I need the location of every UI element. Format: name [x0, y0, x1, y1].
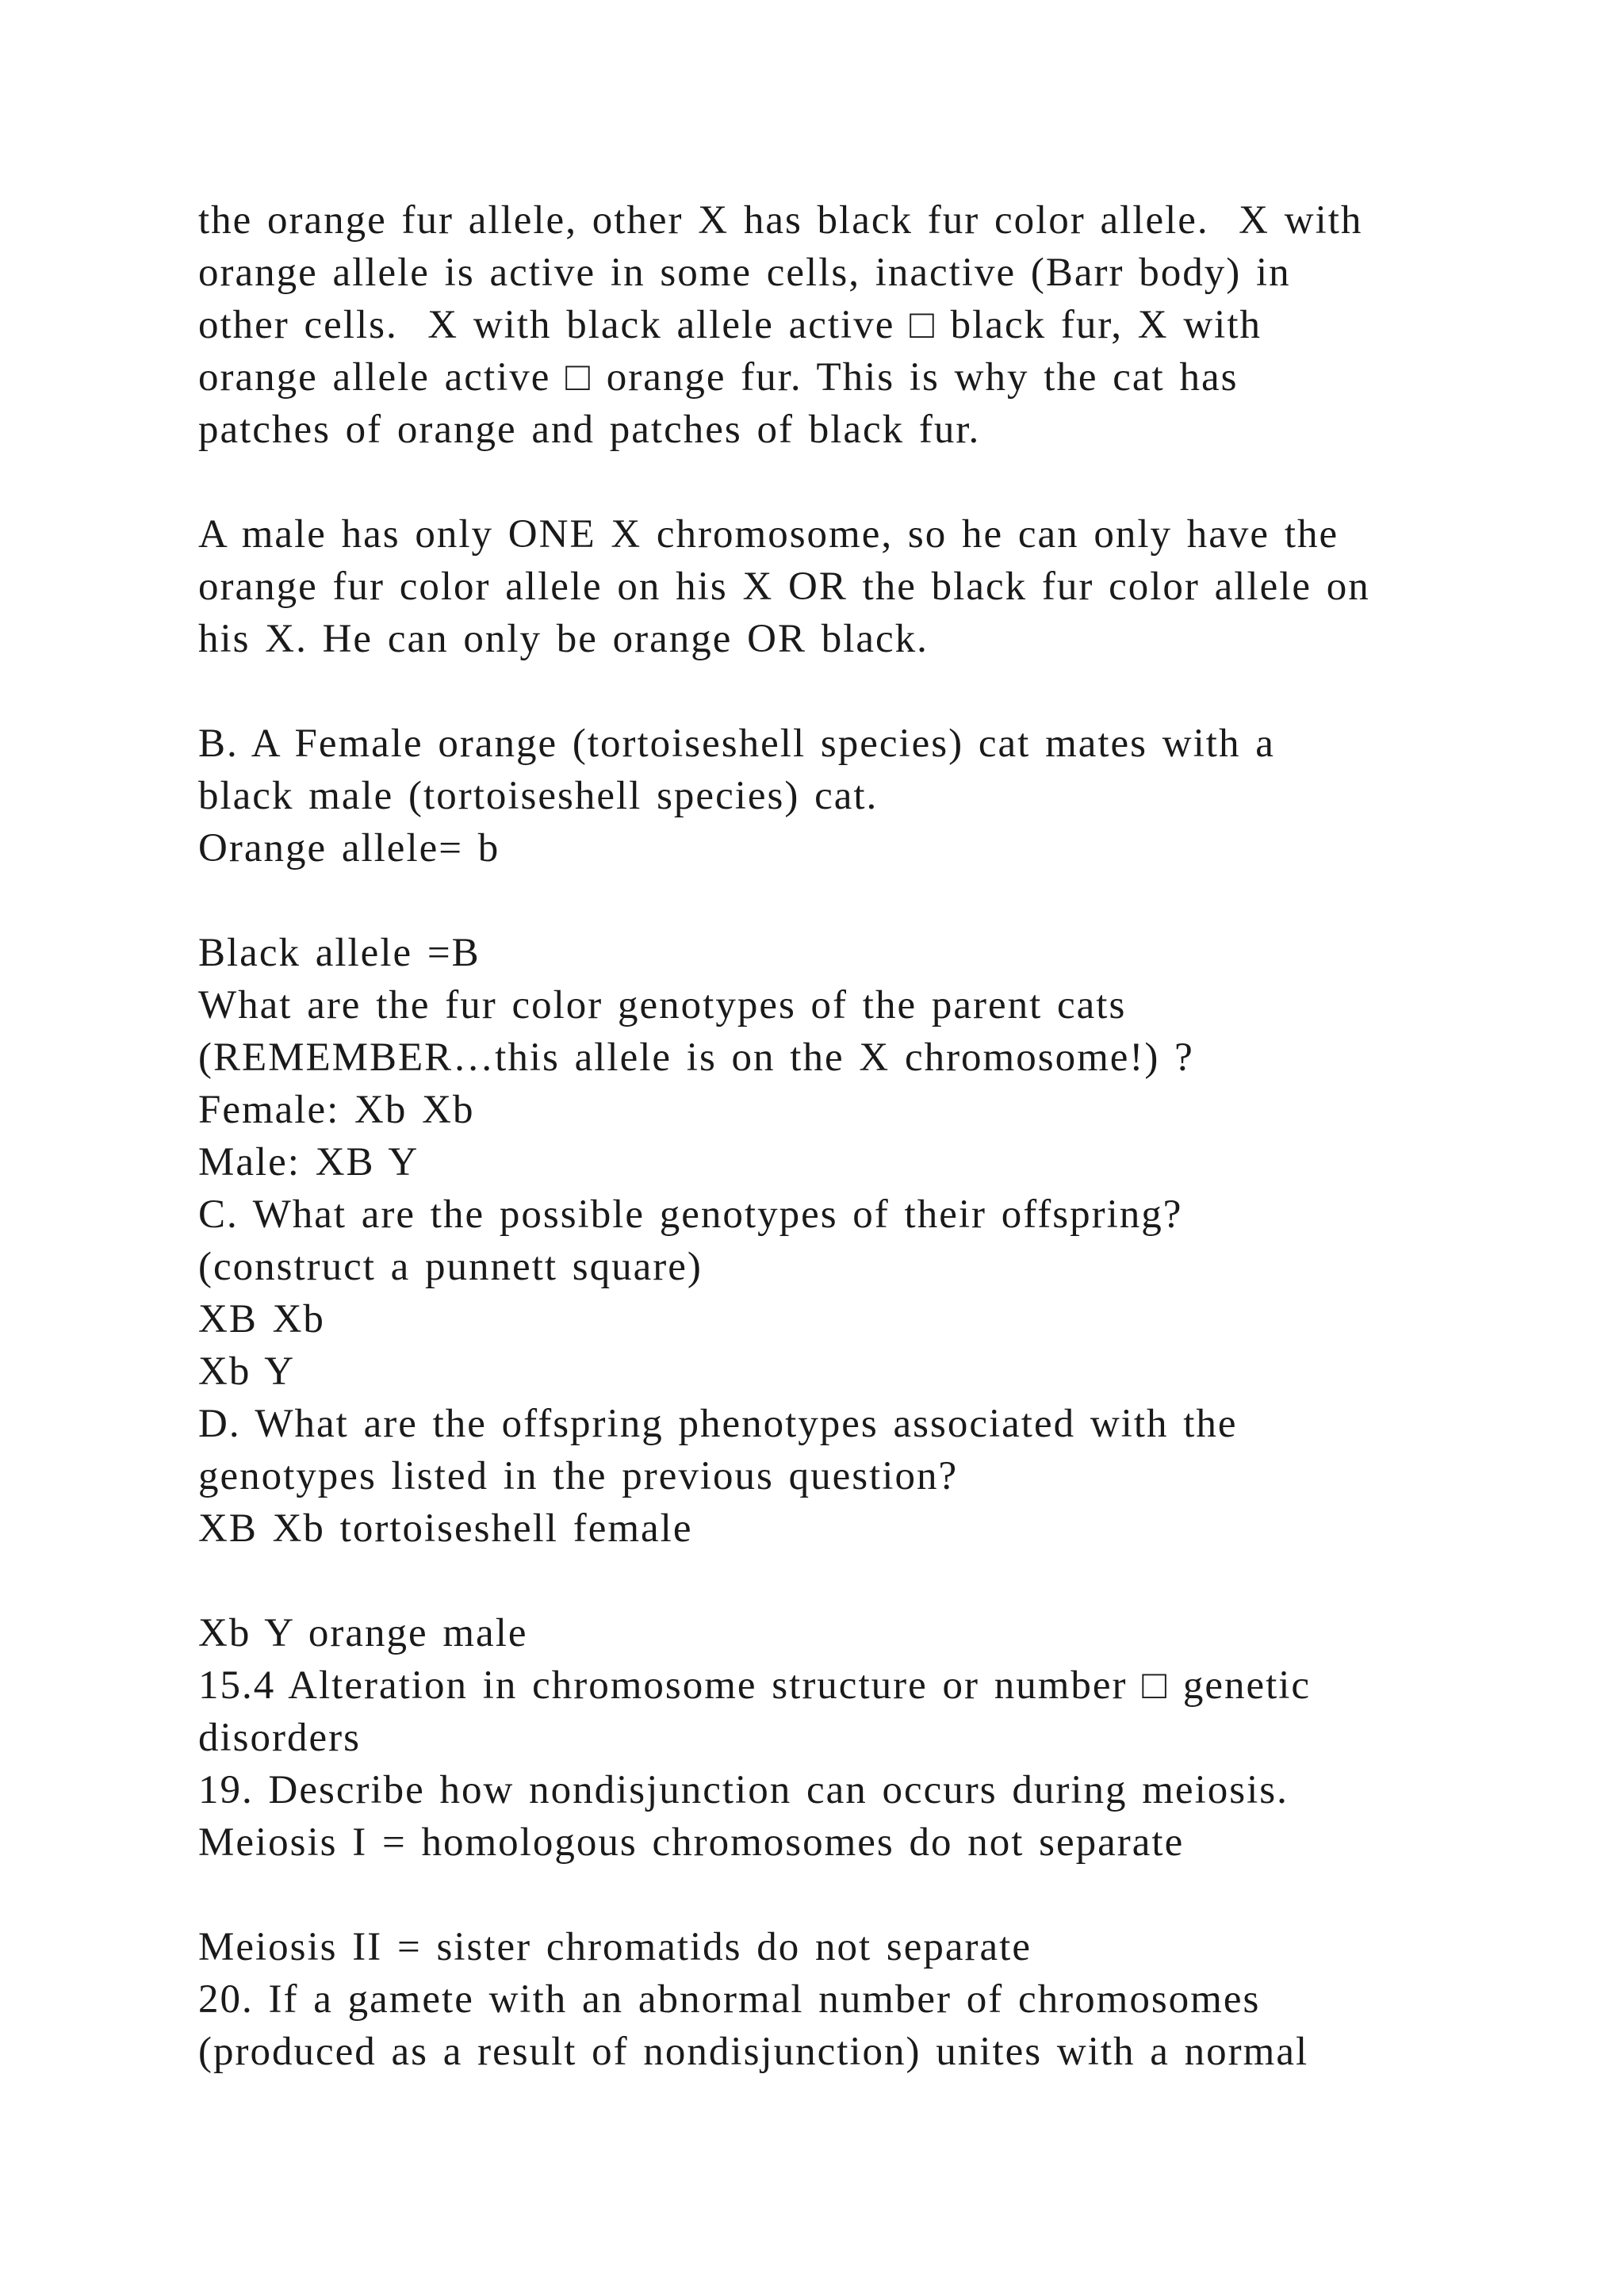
text-line: orange allele active □ orange fur. This is why the cat has	[198, 355, 1239, 400]
text-line: orange fur color allele on his X OR the black fur color allele on	[198, 564, 1370, 609]
text-line: A male has only ONE X chromosome, so he can only have the	[198, 512, 1339, 557]
text-line: patches of orange and patches of black fur.	[198, 408, 981, 452]
paragraph-section-15-4	[198, 1607, 1499, 1869]
text-line: Black allele =B	[198, 931, 481, 975]
paragraph-question-20	[198, 1921, 1499, 2078]
text-line: his X. He can only be orange OR black.	[198, 617, 929, 661]
document-page	[198, 194, 1499, 2078]
paragraph-gap	[198, 1555, 1499, 1607]
paragraph-calico-explanation	[198, 194, 1499, 456]
text-line: (produced as a result of nondisjunction) unites with a normal	[198, 2030, 1309, 2074]
paragraph-gap	[198, 665, 1499, 718]
paragraph-gap	[198, 874, 1499, 927]
text-line: Xb Y	[198, 1349, 296, 1394]
text-line: XB Xb tortoiseshell female	[198, 1506, 693, 1551]
text-line: black male (tortoiseshell species) cat.	[198, 774, 879, 818]
text-line: What are the fur color genotypes of the parent cats	[198, 983, 1127, 1027]
text-line: Orange allele= b	[198, 826, 500, 871]
text-line: Female: Xb Xb	[198, 1088, 475, 1132]
text-line: 15.4 Alteration in chromosome structure or number □ genetic	[198, 1663, 1312, 1708]
paragraph-gap	[198, 1869, 1499, 1921]
text-line: 19. Describe how nondisjunction can occurs during meiosis.	[198, 1768, 1289, 1812]
text-line: 20. If a gamete with an abnormal number of chromosomes	[198, 1977, 1261, 2022]
text-line: (construct a punnett square)	[198, 1245, 703, 1289]
text-line: Meiosis II = sister chromatids do not separate	[198, 1925, 1032, 1969]
text-line: genotypes listed in the previous question?	[198, 1454, 959, 1498]
text-line: orange allele is active in some cells, inactive (Barr body) in	[198, 251, 1291, 295]
text-line: C. What are the possible genotypes of their offspring?	[198, 1192, 1183, 1237]
text-line: Xb Y orange male	[198, 1611, 528, 1655]
text-line: Male: XB Y	[198, 1140, 419, 1184]
text-line: the orange fur allele, other X has black fur color allele. X with	[198, 198, 1363, 243]
text-line: Meiosis I = homologous chromosomes do not separate	[198, 1820, 1185, 1865]
text-line: B. A Female orange (tortoiseshell species) cat mates with a	[198, 721, 1275, 766]
paragraph-question-b	[198, 718, 1499, 874]
paragraph-gap	[198, 456, 1499, 508]
text-line: D. What are the offspring phenotypes associated with the	[198, 1402, 1238, 1446]
text-line: (REMEMBER…this allele is on the X chromosome!) ?	[198, 1035, 1194, 1080]
paragraph-question-b-cont	[198, 927, 1499, 1555]
paragraph-male-explanation	[198, 508, 1499, 665]
text-line: XB Xb	[198, 1297, 325, 1341]
text-line: other cells. X with black allele active □ black fur, X with	[198, 303, 1262, 347]
text-line: disorders	[198, 1716, 361, 1760]
